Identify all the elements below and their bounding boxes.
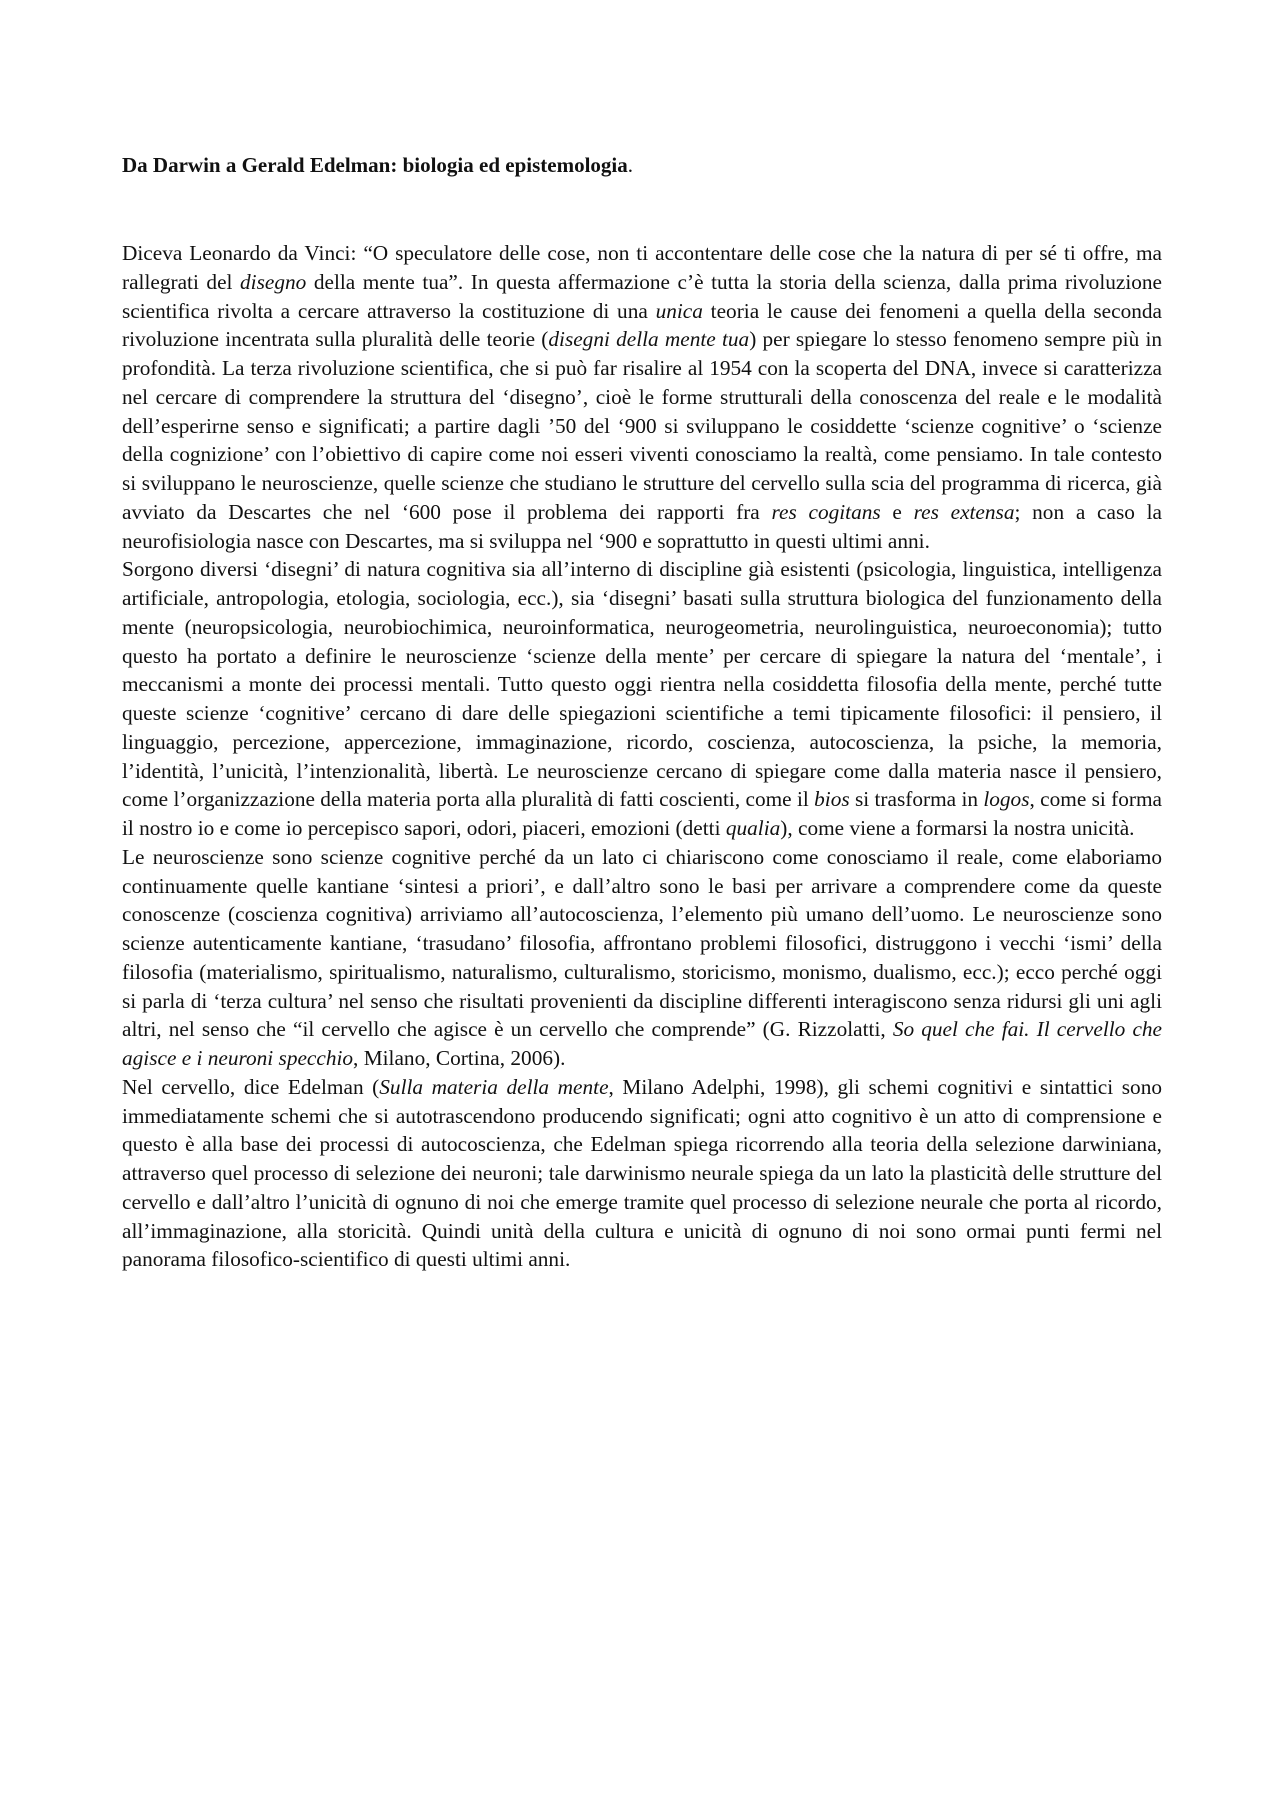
paragraph-text: ; non a caso la neurofisiologia nasce con Descartes, ma si sviluppa nel ‘900 e soprattutto in questi ultimi anni. [122, 499, 1163, 553]
paragraph-text: , come si forma il nostro io e come io percepisco sapori, odori, piaceri, emozioni (detti [122, 787, 1162, 840]
italic-term: res cogitans [771, 499, 881, 524]
paragraph [122, 843, 1162, 1073]
paragraph-text: e [880, 499, 914, 524]
italic-term: disegni della mente tua [548, 327, 750, 352]
italic-book-title: Sulla materia della mente [379, 1074, 609, 1099]
italic-term: disegno [240, 269, 307, 294]
italic-book-title: So quel che fai. Il cervello che agisce e i neuroni specchio [122, 1017, 1162, 1070]
title-period: . [627, 153, 633, 177]
paragraph-text: Le neuroscienze sono scienze cognitive perché da un lato ci chiariscono come conosciamo il reale, come elaboriamo continuamente quelle kantiane ‘sintesi a priori’, e dall’altro sono le basi per arrivare a comprendere come da queste conoscenze (coscienza cognitiva) arriviamo all’autocoscienza, l’elemento più umano dell’uomo. Le neuroscienze sono scienze autenticamente kantiane, ‘trasudano’ filosofia, affrontano problemi filosofici, distruggono i vecchi ‘ismi’ della filosofia (materialismo, spiritualismo, naturalismo, culturalismo, storicismo, monismo, dualismo, ecc.); ecco perché oggi si parla di ‘terza cultura’ nel senso che risultati provenienti da discipline differenti interagiscono senza ridursi gli uni agli altri, nel senso che “il cervello che agisce è un cervello che comprende” (G. Rizzolatti, [122, 844, 1162, 1042]
paragraph-text: , Milano Adelphi, 1998), gli schemi cognitivi e sintattici sono immediatamente schemi che si autotrascendono producendo significati; ogni atto cognitivo è un atto di comprensione e questo è alla base dei processi di autocoscienza, che Edelman spiega ricorrendo alla teoria della selezione darwiniana, attraverso quel processo di selezione dei neuroni; tale darwinismo neurale spiega da un lato la plasticità delle strutture del cervello e dall’altro l’unicità di ognuno di noi che emerge tramite quel processo di selezione neurale che porta al ricordo, all’immaginazione, alla storicità. Quindi unità della cultura e unicità di ognuno di noi sono ormai punti fermi nel panorama filosofico-scientifico di questi ultimi anni. [122, 1074, 1162, 1272]
title-text: Da Darwin a Gerald Edelman: biologia ed epistemologia [122, 153, 628, 177]
paragraph-text: si trasforma in [849, 787, 984, 812]
italic-term: bios [814, 787, 850, 812]
italic-term: qualia [725, 816, 781, 840]
italic-term: unica [655, 298, 703, 323]
paragraph [122, 555, 1162, 843]
document-body [122, 239, 1162, 1274]
paragraph-text: , Milano, Cortina, 2006). [353, 1046, 566, 1070]
italic-term: logos [983, 787, 1030, 812]
paragraph [122, 239, 1162, 555]
paragraph-text: ) per spiegare lo stesso fenomeno sempre più in profondità. La terza rivoluzione scientifica, che si può far risalire al 1954 con la scoperta del DNA, invece si caratterizza nel cercare di comprendere la struttura del ‘disegno’, cioè le forme strutturali della conoscenza del reale e le modalità dell’esperirne senso e significati; a partire dagli ’50 del ‘900 si sviluppano le cosiddette ‘scienze cognitive’ o ‘scienze della cognizione’ con l’obiettivo di capire come noi esseri viventi conosciamo la realtà, come pensiamo. In tale contesto si sviluppano le neuroscienze, quelle scienze che studiano le strutture del cervello sulla scia del programma di ricerca, già avviato da Descartes che nel ‘600 pose il problema dei rapporti fra [122, 327, 1163, 524]
paragraph-text: della mente tua”. In questa affermazione c’è tutta la storia della scienza, dalla prima rivoluzione scientifica rivolta a cercare attraverso la costituzione di una [122, 269, 1163, 323]
paragraph [122, 1073, 1162, 1274]
paragraph-text: Nel cervello, dice Edelman ( [122, 1074, 380, 1099]
paragraph-text: Diceva Leonardo da Vinci: “O speculatore delle cose, non ti accontentare delle cose che la natura di per sé ti offre, ma rallegrati del [122, 241, 1162, 294]
paragraph-text: teoria le cause dei fenomeni a quella della seconda rivoluzione incentrata sulla pluralità delle teorie ( [122, 298, 1162, 352]
italic-term: res extensa [913, 499, 1015, 524]
paragraph-text: ), come viene a formarsi la nostra unicità. [780, 816, 1135, 840]
document-title [122, 148, 633, 182]
paragraph-text: Sorgono diversi ‘disegni’ di natura cognitiva sia all’interno di discipline già esistenti (psicologia, linguistica, intelligenza artificiale, antropologia, etologia, sociologia, ecc.), sia ‘disegni’ basati sulla struttura biologica del funzionamento della mente (neuropsicologia, neurobiochimica, neuroinformatica, neurogeometria, neurolinguistica, neuroeconomia); tutto questo ha portato a definire le neuroscienze ‘scienze della mente’ per cercare di spiegare la natura del ‘mentale’, i meccanismi a monte dei processi mentali. Tutto questo oggi rientra nella cosiddetta filosofia della mente, perché tutte queste scienze ‘cognitive’ cercano di dare delle spiegazioni scientifiche a temi tipicamente filosofici: il pensiero, il linguaggio, percezione, appercezione, immaginazione, ricordo, coscienza, autocoscienza, la psiche, la memoria, l’identità, l’unicità, l’intenzionalità, libertà. Le neuroscienze cercano di spiegare come dalla materia nasce il pensiero, come l’organizzazione della materia porta alla pluralità di fatti coscienti, come il [122, 557, 1162, 812]
